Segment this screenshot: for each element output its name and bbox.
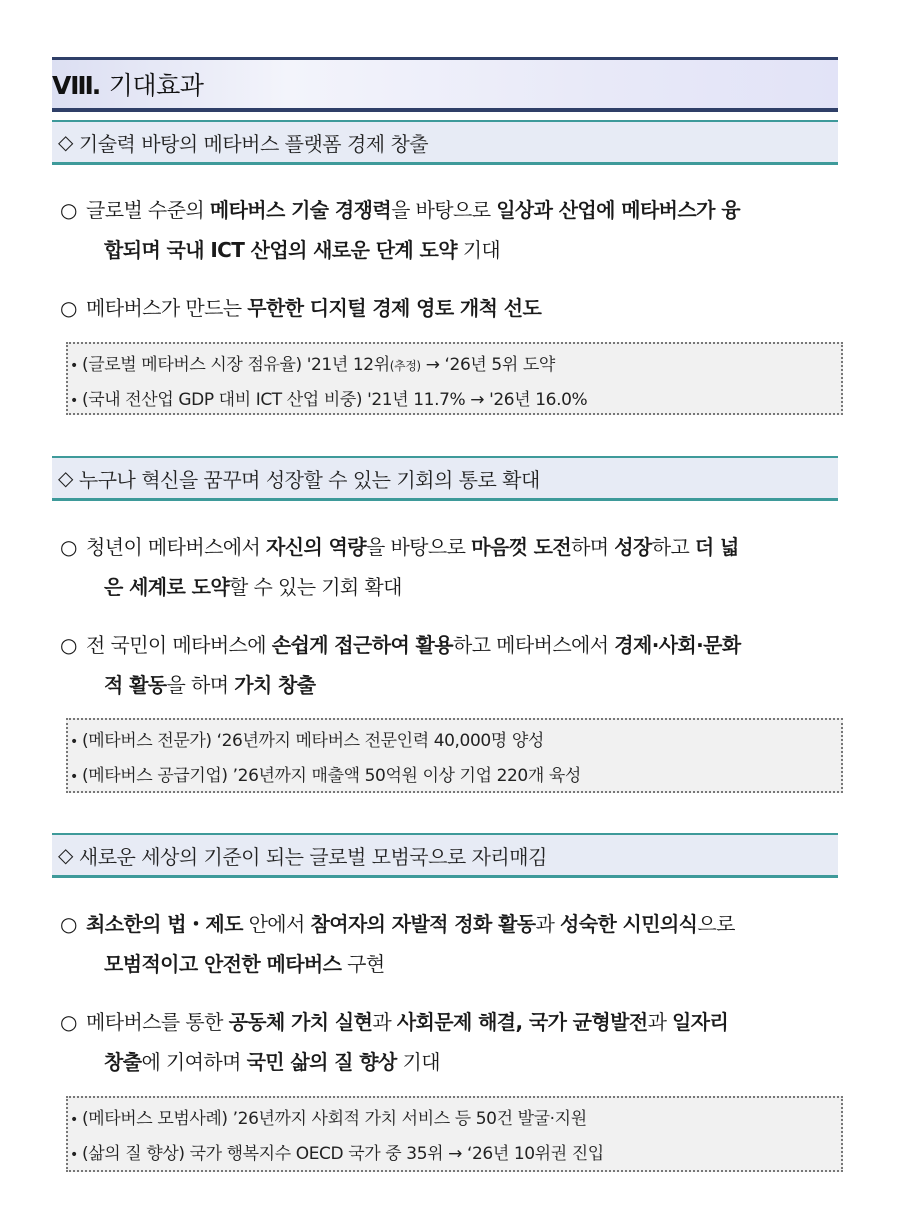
body-text: 을 바탕으로 bbox=[391, 198, 497, 222]
bullet-item bbox=[60, 288, 850, 328]
emphasis-text: 마음껏 도전 bbox=[471, 535, 572, 559]
chapter-number: Ⅷ. bbox=[52, 71, 100, 100]
emphasis-text: 창출 bbox=[104, 1050, 142, 1074]
emphasis-text: 성숙한 시민의식 bbox=[560, 912, 698, 936]
emphasis-text: 사회문제 해결, 국가 균형발전 bbox=[396, 1010, 648, 1034]
section-heading-text: 누구나 혁신을 꿈꾸며 성장할 수 있는 기회의 통로 확대 bbox=[78, 467, 540, 492]
bullet-item bbox=[60, 190, 850, 270]
emphasis-text: 모범적이고 안전한 메타버스 bbox=[104, 952, 342, 976]
section-heading-1 bbox=[52, 120, 838, 165]
emphasis-text: 합되며 국내 ICT 산업의 새로운 단계 도약 bbox=[104, 238, 457, 262]
emphasis-text: 공동체 가치 실현 bbox=[228, 1010, 373, 1034]
bullet-line bbox=[60, 230, 850, 270]
body-text: 하며 bbox=[571, 535, 615, 559]
emphasis-text: 자신의 역량 bbox=[266, 535, 366, 559]
emphasis-text: 은 세계로 도약 bbox=[104, 575, 230, 599]
info-text: (삶의 질 향상) 국가 행복지수 OECD 국가 중 35위 → ‘26년 10위권 진입 bbox=[82, 1144, 604, 1164]
circle-bullet-icon: ○ bbox=[60, 198, 77, 222]
info-text: → ‘26년 5위 도약 bbox=[420, 355, 555, 375]
emphasis-text: 가치 창출 bbox=[234, 673, 316, 697]
emphasis-text: 참여자의 자발적 정화 활동 bbox=[310, 912, 536, 936]
body-text: 청년이 메타버스에서 bbox=[86, 535, 266, 559]
info-note: (추정) bbox=[389, 359, 421, 373]
info-row bbox=[70, 348, 841, 383]
dot-bullet-icon: • bbox=[70, 1147, 78, 1163]
info-box bbox=[66, 718, 843, 793]
info-text: (메타버스 공급기업) ’26년까지 매출액 50억원 이상 기업 220개 육성 bbox=[82, 766, 581, 786]
dot-bullet-icon: • bbox=[70, 769, 78, 785]
info-box bbox=[66, 342, 843, 415]
bullet-item bbox=[60, 527, 850, 607]
bullet-line bbox=[60, 527, 850, 567]
dot-bullet-icon: • bbox=[70, 358, 78, 374]
body-text: 구현 bbox=[341, 952, 385, 976]
info-text: (메타버스 모범사례) ’26년까지 사회적 가치 서비스 등 50건 발굴·지원 bbox=[82, 1109, 587, 1129]
info-row bbox=[70, 1102, 841, 1137]
info-row bbox=[70, 1137, 841, 1172]
body-text: 하고 메타버스에서 bbox=[452, 633, 615, 657]
bullet-line bbox=[60, 1042, 850, 1082]
circle-bullet-icon: ○ bbox=[60, 633, 77, 657]
body-text: 할 수 있는 기회 확대 bbox=[229, 575, 402, 599]
body-text: 기대 bbox=[396, 1050, 440, 1074]
circle-bullet-icon: ○ bbox=[60, 912, 77, 936]
body-text: 과 bbox=[647, 1010, 673, 1034]
body-text: 기대 bbox=[456, 238, 501, 262]
body-text: 메타버스를 통한 bbox=[86, 1010, 229, 1034]
info-row bbox=[70, 759, 841, 794]
emphasis-text: 경제·사회·문화 bbox=[614, 633, 741, 657]
bullet-line bbox=[60, 1002, 850, 1042]
dot-bullet-icon: • bbox=[70, 734, 78, 750]
section-heading-3 bbox=[52, 833, 838, 878]
body-text: 에 기여하며 bbox=[141, 1050, 247, 1074]
bullet-item bbox=[60, 1002, 850, 1082]
body-text: 안에서 bbox=[242, 912, 311, 936]
bullet-line bbox=[60, 904, 850, 944]
body-text: 하고 bbox=[651, 535, 695, 559]
circle-bullet-icon: ○ bbox=[60, 296, 77, 320]
bullet-line bbox=[60, 288, 850, 328]
circle-bullet-icon: ○ bbox=[60, 1010, 77, 1034]
bullet-line bbox=[60, 567, 850, 607]
section-heading-2 bbox=[52, 456, 838, 501]
diamond-icon: ◇ bbox=[58, 130, 73, 154]
circle-bullet-icon: ○ bbox=[60, 535, 77, 559]
info-box bbox=[66, 1096, 843, 1172]
body-text: 글로벌 수준의 bbox=[86, 198, 210, 222]
body-text: 을 하며 bbox=[166, 673, 235, 697]
body-text: 전 국민이 메타버스에 bbox=[86, 633, 272, 657]
bullet-item bbox=[60, 625, 850, 705]
section-heading-text: 새로운 세상의 기준이 되는 글로벌 모범국으로 자리매김 bbox=[78, 844, 547, 869]
emphasis-text: 적 활동 bbox=[104, 673, 167, 697]
emphasis-text: 일자리 bbox=[672, 1010, 729, 1034]
diamond-icon: ◇ bbox=[58, 466, 73, 490]
body-text: 과 bbox=[535, 912, 560, 936]
body-text: 으로 bbox=[697, 912, 735, 936]
bullet-line bbox=[60, 944, 850, 984]
body-text: 을 바탕으로 bbox=[365, 535, 472, 559]
dot-bullet-icon: • bbox=[70, 1112, 78, 1128]
bullet-line bbox=[60, 665, 850, 705]
emphasis-text: 국민 삶의 질 향상 bbox=[246, 1050, 397, 1074]
bullet-line bbox=[60, 625, 850, 665]
dot-bullet-icon: • bbox=[70, 393, 78, 409]
info-row bbox=[70, 724, 841, 759]
emphasis-text: 무한한 디지털 경제 영토 개척 선도 bbox=[247, 296, 542, 320]
bullet-line bbox=[60, 190, 850, 230]
body-text: 메타버스가 만드는 bbox=[86, 296, 248, 320]
emphasis-text: 더 넓 bbox=[694, 535, 739, 559]
info-row bbox=[70, 383, 841, 418]
info-text: (국내 전산업 GDP 대비 ICT 산업 비중) '21년 11.7% → '26년 16.0% bbox=[82, 390, 588, 410]
chapter-title bbox=[52, 66, 203, 102]
body-text: 과 bbox=[372, 1010, 397, 1034]
emphasis-text: 성장 bbox=[614, 535, 652, 559]
chapter-label: 기대효과 bbox=[108, 71, 204, 100]
emphasis-text: 메타버스 기술 경쟁력 bbox=[209, 198, 392, 222]
emphasis-text: 일상과 산업에 메타버스가 융 bbox=[496, 198, 740, 222]
chapter-title-bar bbox=[52, 57, 838, 112]
info-text: (메타버스 전문가) ‘26년까지 메타버스 전문인력 40,000명 양성 bbox=[82, 731, 544, 751]
emphasis-text: 손쉽게 접근하여 활용 bbox=[271, 633, 453, 657]
bullet-item bbox=[60, 904, 850, 984]
section-heading-text: 기술력 바탕의 메타버스 플랫폼 경제 창출 bbox=[78, 131, 429, 156]
emphasis-text: 최소한의 법・제도 bbox=[86, 912, 243, 936]
diamond-icon: ◇ bbox=[58, 843, 73, 867]
info-text: (글로벌 메타버스 시장 점유율) '21년 12위 bbox=[82, 355, 390, 375]
